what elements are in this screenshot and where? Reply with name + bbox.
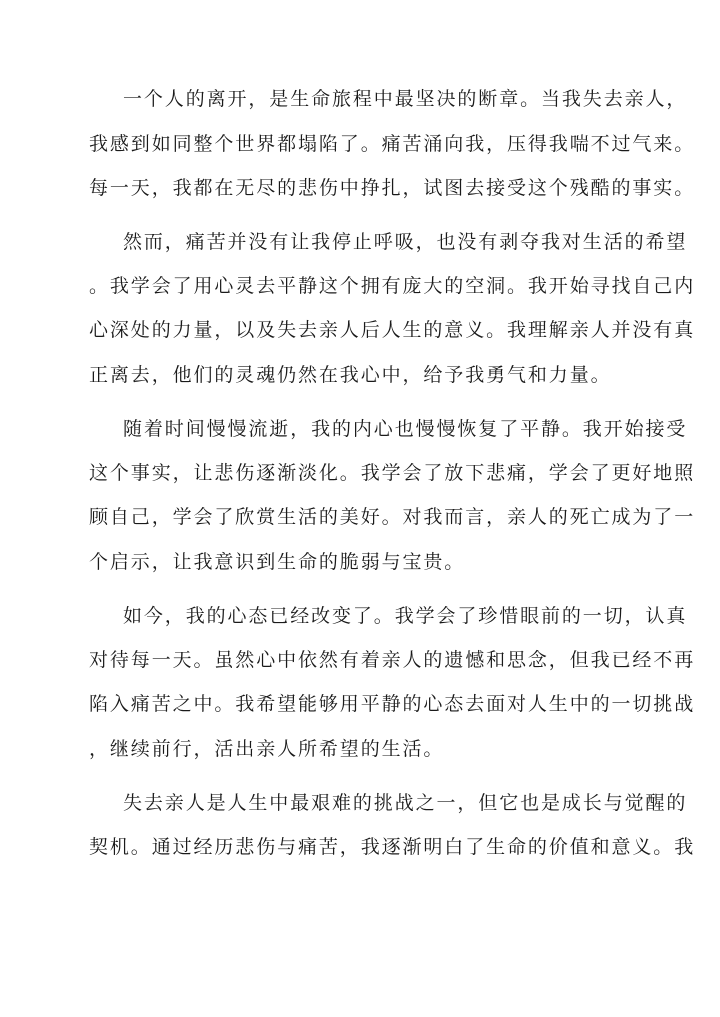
- text-line: ，继续前行，活出亲人所希望的生活。: [89, 738, 445, 760]
- text-line: 如今，我的心态已经改变了。我学会了珍惜眼前的一切，认真: [123, 605, 688, 627]
- text-line: 心深处的力量，以及失去亲人后人生的意义。我理解亲人并没有真: [89, 319, 696, 341]
- text-line: 契机。通过经历悲伤与痛苦，我逐渐明白了生命的价值和意义。我: [89, 836, 696, 858]
- text-line: 每一天，我都在无尽的悲伤中挣扎，试图去接受这个残酷的事实。: [89, 177, 696, 199]
- text-line: 个启示，让我意识到生命的脆弱与宝贵。: [89, 551, 466, 573]
- text-line: 正离去，他们的灵魂仍然在我心中，给予我勇气和力量。: [89, 364, 612, 386]
- text-line: 。我学会了用心灵去平静这个拥有庞大的空洞。我开始寻找自己内: [89, 275, 696, 297]
- text-line: 一个人的离开，是生命旅程中最坚决的断章。当我失去亲人，: [123, 88, 688, 110]
- text-line: 我感到如同整个世界都塌陷了。痛苦涌向我，压得我喘不过气来。: [89, 133, 696, 155]
- text-line: 随着时间慢慢流逝，我的内心也慢慢恢复了平静。我开始接受: [123, 418, 688, 440]
- text-line: 顾自己，学会了欣赏生活的美好。对我而言，亲人的死亡成为了一: [89, 506, 696, 528]
- text-line: 对待每一天。虽然心中依然有着亲人的遗憾和思念，但我已经不再: [89, 649, 696, 671]
- text-line: 失去亲人是人生中最艰难的挑战之一，但它也是成长与觉醒的: [123, 792, 688, 814]
- text-line: 这个事实，让悲伤逐渐淡化。我学会了放下悲痛，学会了更好地照: [89, 462, 696, 484]
- text-line: 然而，痛苦并没有让我停止呼吸，也没有剥夺我对生活的希望: [123, 231, 688, 253]
- text-line: 陷入痛苦之中。我希望能够用平静的心态去面对人生中的一切挑战: [89, 693, 696, 715]
